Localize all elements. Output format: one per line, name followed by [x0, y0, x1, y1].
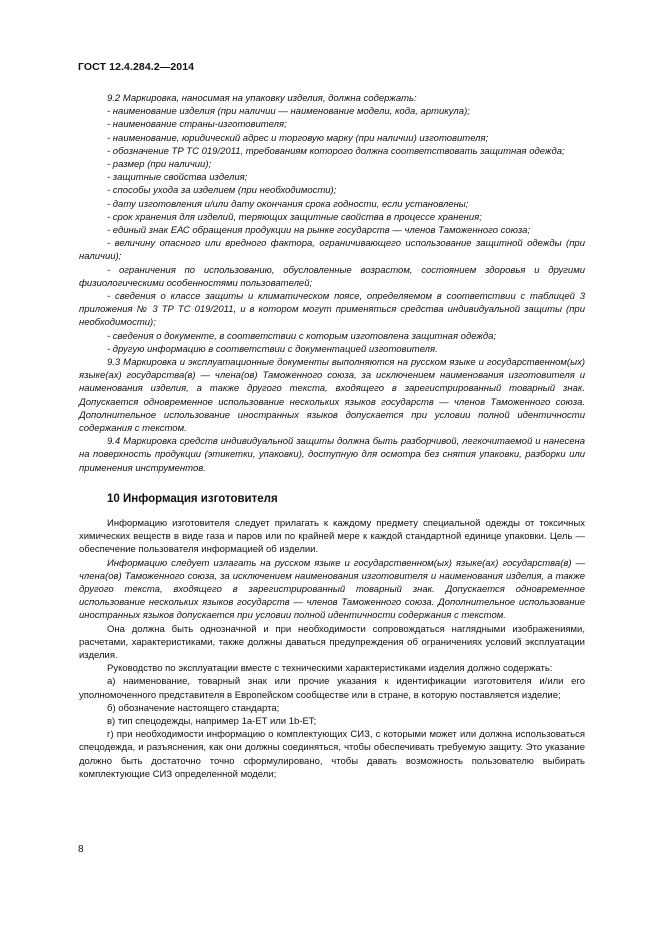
document-header: ГОСТ 12.4.284.2—2014	[78, 61, 195, 73]
list-item: - сведения о документе, в соответствии с которым изготовлена защитная одежда;	[107, 330, 497, 342]
section-9-marking	[79, 92, 585, 475]
list-item: - ограничения по использованию, обусловленные возрастом, состоянием здоровья и другими физиологическими особенностями пользователей;	[79, 264, 585, 289]
paragraph-9-4: 9.4 Маркировка средств индивидуальной защиты должна быть разборчивой, легкочитаемой и нанесена на поверхность продукции (этикетки, упаковки), доступную для осмотра без снятия упаковки, разборки или применения инструментов.	[79, 436, 585, 474]
paragraph-9-3: 9.3 Маркировка и эксплуатационные документы выполняются на русском языке и государственном(ых) языке(ах) государства(в) — члена(ов) Таможенного союза, за исключением наименования изготовителя и наименования изделия, а также другого текста, входящего в зарегистрированный товарный знак. Допускается одновременное использование нескольких языков государств — членов Таможенного союза. Дополнительное использование иностранных языков допускается при условии полной идентичности содержания с текстом.	[79, 357, 585, 435]
paragraph-language: Информацию следует излагать на русском языке и государственном(ых) языке(ах) государства(в) — члена(ов) Таможенного союза, за исключением наименования изготовителя и наименования изделия, а также другого текста, входящего в зарегистрированный товарный знак. Допускается одновременное использование нескольких языков государств — членов Таможенного союза. Дополнительное использование иностранных языков допускается при условии полной идентичности содержания с текстом.	[79, 557, 585, 622]
list-item: - срок хранения для изделий, теряющих защитные свойства в процессе хранения;	[107, 211, 482, 223]
list-item: - дату изготовления и/или дату окончания срока годности, если установлены;	[107, 198, 469, 210]
list-item: - защитные свойства изделия;	[107, 172, 248, 184]
list-item: - наименование, юридический адрес и торговую марку (при наличии) изготовителя;	[107, 132, 489, 144]
list-item: - способы ухода за изделием (при необходимости);	[107, 185, 337, 197]
list-item: - обозначение ТР ТС 019/2011, требованиям которого должна соответствовать защитная одежда;	[107, 145, 565, 157]
paragraph: Информацию изготовителя следует прилагать к каждому предмету специальной одежды от токсичных химических веществ в виде газа и паров или по крайней мере к каждой стандартной единице упаковки. Цель — обеспечение пользователя информацией об изделии.	[79, 517, 585, 556]
paragraph: Руководство по эксплуатации вместе с техническими характеристиками изделия должно содержать:	[107, 663, 553, 675]
list-item: - размер (при наличии);	[107, 159, 212, 171]
section-10-title: 10 Информация изготовителя	[107, 492, 278, 505]
list-item: а) наименование, товарный знак или прочие указания к идентификации изготовителя и/или его уполномоченного представителя в Европейском сообществе или в стране, в которую поставляется изделие;	[79, 676, 585, 701]
list-item: г) при необходимости информацию о комплектующих СИЗ, с которыми может или должна использоваться спецодежда, и разъяснения, как они должны соединяться, чтобы обеспечивать требуемую защиту. Это указание должно быть достаточно точно сформулировано, чтобы давать возможность пользователю выбирать комплектующие СИЗ определенной модели;	[79, 729, 585, 780]
list-item: б) обозначение настоящего стандарта;	[107, 702, 280, 714]
list-item: - другую информацию в соответствии с документацией изготовителя.	[107, 343, 438, 355]
list-item: - величину опасного или вредного фактора, ограничивающего использование защитной одежды (при наличии);	[79, 238, 585, 263]
list-item: - наименование страны-изготовителя;	[107, 119, 287, 131]
paragraph: Она должна быть однозначной и при необходимости сопровождаться наглядными изображениями, расчетами, характеристиками, также должны даваться предупреждения об ограничениях условий эксплуатации изделия.	[79, 623, 585, 661]
list-item: - наименование изделия (при наличии — наименование модели, кода, артикула);	[107, 106, 470, 118]
page-number: 8	[78, 844, 84, 855]
section-10-manufacturer-info	[79, 517, 585, 781]
list-item: - единый знак ЕАС обращения продукции на рынке государств — членов Таможенного союза;	[107, 225, 531, 237]
document-body	[79, 92, 585, 781]
paragraph-9-2: 9.2 Маркировка, наносимая на упаковку изделия, должна содержать:	[107, 93, 417, 104]
list-item: - сведения о классе защиты и климатическом поясе, определяемом в соответствии с таблицей 3 приложения № 3 ТР ТС 019/2011, и в котором могут применяться средства индивидуальной защиты (при необходимости);	[79, 291, 585, 329]
list-item: в) тип спецодежды, например 1a-ET или 1b-ET;	[107, 715, 317, 727]
